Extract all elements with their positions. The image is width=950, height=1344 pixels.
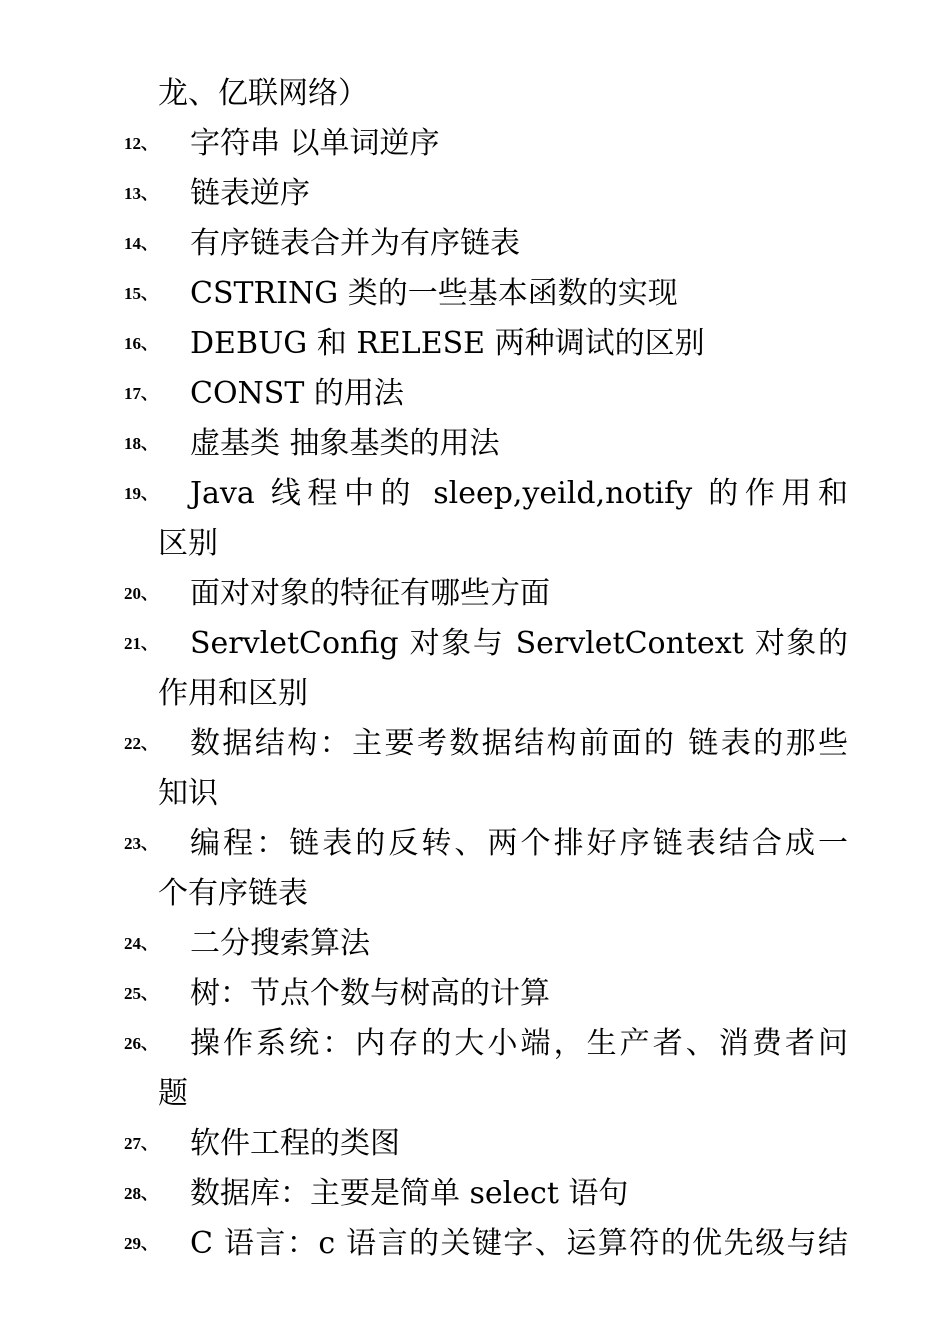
list-item [0,624,950,664]
list-item [0,724,950,764]
list-item [0,1224,950,1264]
item-text: 作用和区别 [158,676,308,711]
item-number: 24、 [124,934,158,953]
list-item [0,924,950,964]
item-number: 20、 [124,584,158,603]
item-text: 编程：链表的反转、两个排好序链表结合成一 [190,826,848,861]
list-item [0,1174,950,1214]
item-number: 15、 [124,284,158,303]
item-text: 知识 [158,776,218,811]
item-number: 21、 [124,634,158,653]
item-number: 25、 [124,984,158,1003]
item-text: 字符串 以单词逆序 [190,126,440,161]
list-item [0,474,950,514]
item-text: 区别 [158,526,218,561]
list-item-continuation [0,874,950,914]
list-item-continuation [0,674,950,714]
item-text: CONST 的用法 [190,376,404,411]
list-item [0,224,950,264]
list-item [0,574,950,614]
item-number: 13、 [124,184,158,203]
item-number: 12、 [124,134,158,153]
list-item [0,824,950,864]
item-text: 操作系统：内存的大小端，生产者、消费者问 [190,1026,848,1061]
item-text: 链表逆序 [190,176,310,211]
list-item [0,324,950,364]
list-item [0,274,950,314]
item-text: DEBUG 和 RELESE 两种调试的区别 [190,326,705,361]
item-number: 16、 [124,334,158,353]
item-number: 19、 [124,484,158,503]
list-item [0,124,950,164]
item-text: 数据库：主要是简单 select 语句 [190,1176,629,1211]
list-item [0,424,950,464]
item-text: ServletConfig 对象与 ServletContext 对象的 [190,626,848,661]
item-text: 数据结构：主要考数据结构前面的 链表的那些 [190,726,848,761]
list-item-continuation [0,774,950,814]
list-item [0,374,950,414]
item-number: 22、 [124,734,158,753]
list-item-continuation [0,1074,950,1114]
list-item-continuation [0,524,950,564]
item-text: 有序链表合并为有序链表 [190,226,520,261]
item-text: C 语言：c 语言的关键字、运算符的优先级与结 [190,1226,848,1261]
item-text: 龙、亿联网络） [158,76,368,111]
list-item-continuation [0,74,950,114]
item-text: 个有序链表 [158,876,308,911]
item-text: Java 线程中的 sleep,yeild,notify 的作用和 [190,476,848,511]
item-number: 23、 [124,834,158,853]
item-number: 27、 [124,1134,158,1153]
list-item [0,1024,950,1064]
item-text: 二分搜索算法 [190,926,370,961]
list-item [0,174,950,214]
item-number: 29、 [124,1234,158,1253]
item-number: 28、 [124,1184,158,1203]
item-text: 树：节点个数与树高的计算 [190,976,550,1011]
list-item [0,1124,950,1164]
item-number: 26、 [124,1034,158,1053]
item-text: CSTRING 类的一些基本函数的实现 [190,276,678,311]
item-text: 软件工程的类图 [190,1126,400,1161]
item-text: 面对对象的特征有哪些方面 [190,576,550,611]
item-number: 17、 [124,384,158,403]
item-number: 14、 [124,234,158,253]
item-text: 虚基类 抽象基类的用法 [190,426,500,461]
list-item [0,974,950,1014]
item-number: 18、 [124,434,158,453]
item-text: 题 [158,1076,188,1111]
